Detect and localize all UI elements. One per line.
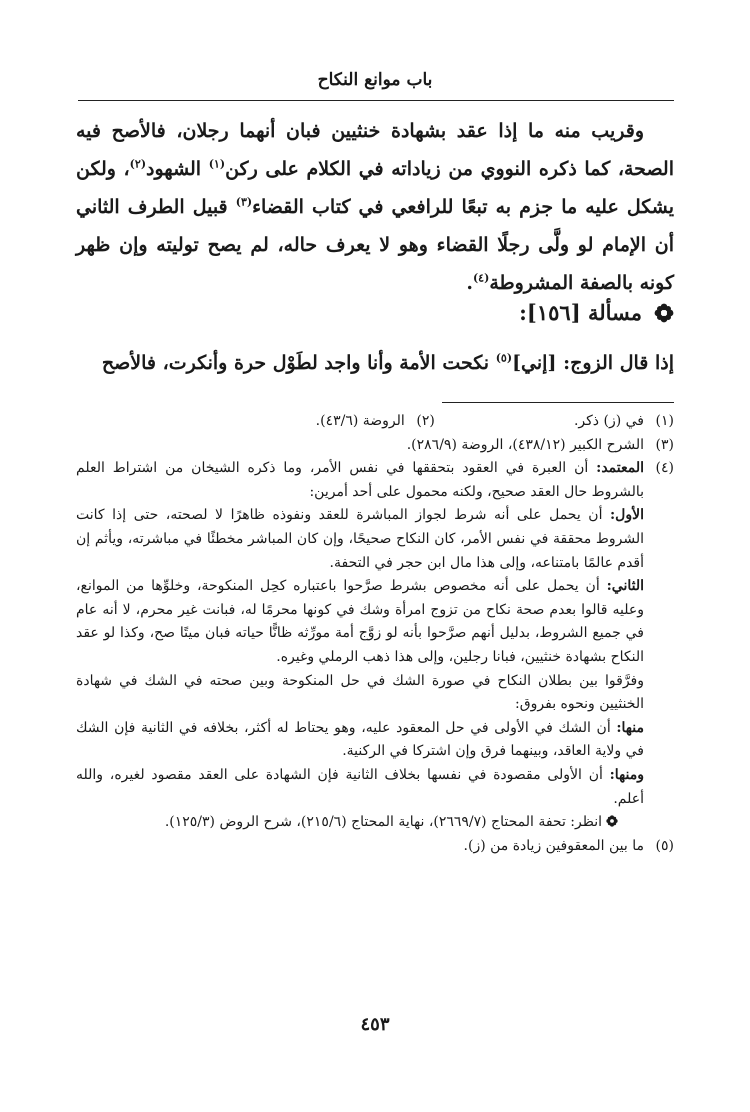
- flower-icon: [606, 815, 618, 827]
- footnote-number: (٢): [416, 413, 435, 429]
- footnote-paragraph: [76, 457, 644, 504]
- section-heading: [76, 300, 674, 325]
- running-header: [0, 70, 750, 90]
- footnote-label: الأول:: [610, 507, 644, 524]
- header-rule: [78, 100, 674, 101]
- footnote-ref[interactable]: (١): [208, 157, 226, 171]
- footnote-rule: [442, 402, 674, 403]
- footnote-paragraph: وفرَّقوا بين بطلان النكاح في صورة الشك في حل المنكوحة وبين صحته في الشك في شهادة الخنثيين ونحوه بفروق:: [76, 672, 644, 713]
- footnote-item: [76, 457, 674, 835]
- footnote-paragraph: [76, 504, 644, 575]
- main-text: [76, 112, 674, 302]
- paragraph-text: .: [466, 272, 473, 294]
- paragraph-text: قبيل الطرف الثاني أن الإمام لو ولَّى رجلًا القضاء وهو لا يعرف حاله، لم يصح توليته وإن ظهر كونه بالصفة المشروطة: [76, 196, 674, 294]
- footnote-paragraph: [76, 717, 644, 764]
- footnote-text: ما بين المعقوفين زيادة من (ز).: [463, 837, 644, 854]
- footnote-label: المعتمد:: [596, 460, 644, 477]
- issue-statement: [76, 344, 674, 382]
- bracketed-text: [إني]: [512, 352, 557, 374]
- paragraph-text: إذا قال الزوج:: [556, 352, 674, 374]
- footnote-item: [435, 410, 674, 434]
- footnote-text: الشرح الكبير (٤٣٨/١٢)، الروضة (٢٨٦/٩).: [406, 436, 644, 453]
- footnote-item: [196, 410, 435, 434]
- footnote-text: أن الأولى مقصودة في نفسها بخلاف الثانية فإن الشهادة على العقد مقصود لغيره، والله أعلم.: [76, 766, 644, 807]
- footnote-number: (٥): [655, 837, 674, 854]
- footnote-text: أن الشك في الأولى في حل المعقود عليه، وهو يحتاط له أكثر، بخلافه في الثانية فإن الشك في ولاية العاقد، وبينهما فرق وإن اشتركا في الركنية.: [76, 719, 644, 760]
- footnote-label: الثاني:: [606, 578, 644, 595]
- paragraph-text: نكحت الأمة وأنا واجد لطَوْل حرة وأنكرت، فالأصح: [101, 352, 496, 374]
- paragraph-text: الشهود: [146, 158, 209, 180]
- footnote-ref[interactable]: (٤): [472, 271, 490, 285]
- footnote-number: (٤): [655, 460, 674, 477]
- footnote-number: (٣): [655, 436, 674, 453]
- footnote-text: في (ز) ذكر.: [573, 413, 644, 429]
- footnote-ref[interactable]: (٢): [129, 157, 147, 171]
- footnote-body: [76, 457, 644, 835]
- footnote-label: منها:: [616, 719, 644, 736]
- paragraph: [76, 112, 674, 302]
- footnote-paragraph: [76, 811, 644, 835]
- footnote-number: (١): [655, 413, 674, 429]
- footnote-item: [76, 835, 674, 859]
- footnote-text: أن العبرة في العقود بتحققها في نفس الأمر، وما ذكره الشيخان من اشتراط العلم بالشروط حال العقد صحيح، ولكنه محمول على أحد أمرين:: [76, 460, 644, 500]
- page-number: ٤٥٣: [360, 1014, 390, 1035]
- footnote-ref[interactable]: (٥): [495, 351, 513, 365]
- flower-icon: [654, 303, 674, 323]
- footnote-label: ومنها:: [609, 766, 644, 783]
- chapter-title: باب موانع النكاح: [317, 70, 433, 90]
- footnote-text: انظر: تحفة المحتاج (٢٦٦٩/٧)، نهاية المحتاج (٢١٥/٦)، شرح الروض (١٢٥/٣).: [164, 814, 602, 831]
- footnote-text: أن يحمل على أنه مخصوص بشرط صرَّحوا باعتباره كحِل المنكوحة، وخلوِّها من الموانع، وعليه قالوا بعدم صحة نكاح من تزوج امرأة وشك في كونها محرمًا له، فبانت غير محرم، لا أنه عام في جميع الشروط، بدليل أنهم صرَّحوا بأنه لو زوَّج أمة مورِّثه ظانًّا حياته فبان ميتًا صح، وكذا لو عقد النكاح بشهادة خنثيين، فبانا رجلين، وإلى هذا ذهب الرملي وغيره.: [76, 578, 644, 665]
- footnote-ref[interactable]: (٣): [235, 195, 253, 209]
- footnote-pair: [76, 410, 674, 434]
- paragraph-text: وقريب منه ما إذا عقد بشهادة خنثيين فبان أنهما رجلان، فالأصح فيه الصحة، كما ذكره النووي من زياداته في الكلام على ركن: [76, 120, 674, 180]
- footnote-item: [76, 434, 674, 458]
- footnote-text: الروضة (٤٣/٦).: [315, 413, 405, 429]
- paragraph-text: ، ولكن يشكل عليه ما جزم به تبعًا للرافعي في كتاب القضاء: [76, 158, 674, 218]
- footnote-paragraph: [76, 764, 644, 811]
- section-title: مسألة [١٥٦]:: [519, 300, 642, 325]
- footnote-text: أن يحمل على أنه شرط لجواز المباشرة للعقد ونفوذه ظاهرًا لا لصحته، حتى إذا كانت الشروط محققة في نفس الأمر، كان النكاح صحيحًا، وإن كان المباشر مخطئًا في مباشرته، ويأثم إن أقدم عالمًا بامتناعه، وإلى هذا مال ابن حجر في التحفة.: [76, 507, 644, 571]
- footnote-paragraph: [76, 575, 644, 669]
- footnotes: [76, 410, 674, 858]
